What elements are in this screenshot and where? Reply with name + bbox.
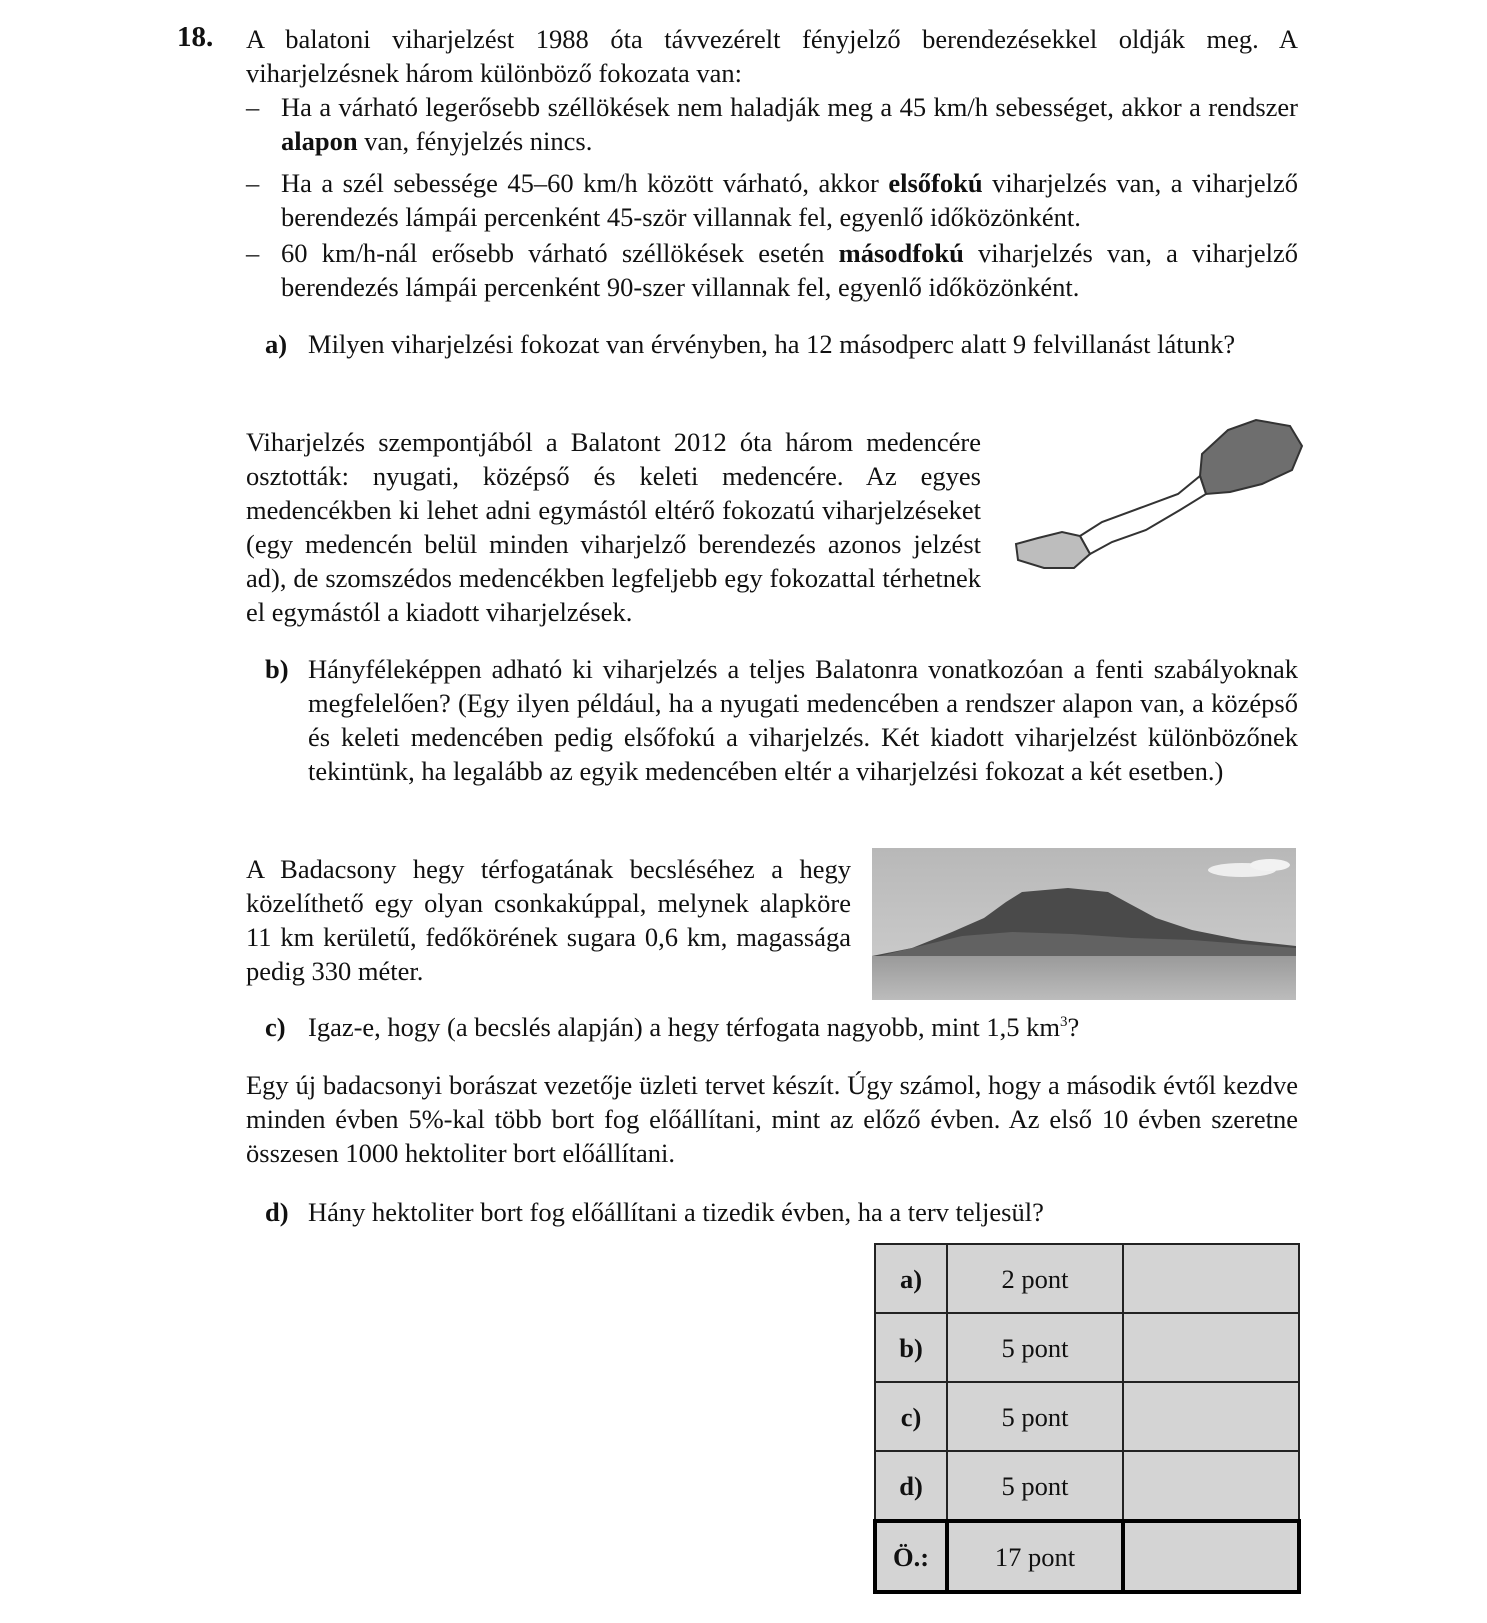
score-empty-cell	[1123, 1244, 1299, 1313]
problem-number: 18.	[177, 21, 214, 53]
score-empty-cell	[1123, 1451, 1299, 1521]
west-basin	[1016, 532, 1090, 568]
score-total-label: Ö.:	[875, 1521, 947, 1592]
bullet-masodfoku	[246, 236, 1298, 304]
intro-text: A balatoni viharjelzést 1988 óta távvezérelt fényjelző berendezésekkel oldják meg. A viharjelzésnek három különböző fokozata van:	[246, 24, 1298, 88]
middle-basin	[1080, 476, 1206, 554]
score-empty-cell	[1123, 1521, 1299, 1592]
question-label: c)	[265, 1012, 286, 1042]
score-points: 5 pont	[947, 1451, 1123, 1521]
cloud	[1250, 859, 1290, 871]
badacsony-photo	[872, 848, 1296, 1000]
bullet-keyword: elsőfokú	[888, 168, 983, 198]
basins-paragraph: Viharjelzés szempontjából a Balatont 2012 óta három medencére osztották: nyugati, középső és keleti medencére. Az egyes medencékben ki lehet adni egymástól eltérő fokozatú viharjelzéseket (egy medencén belül minden viharjelző berendezés azonos jelzést ad), de szomszédos medencékben legfeljebb egy fokozattal térhetnek el egymástól a kiadott viharjelzések.	[246, 427, 981, 627]
score-label: c)	[875, 1382, 947, 1451]
question-label: d)	[265, 1197, 289, 1227]
bullet-alapon	[246, 90, 1298, 158]
score-empty-cell	[1123, 1382, 1299, 1451]
score-label: b)	[875, 1313, 947, 1382]
bullet-text: Ha a várható legerősebb széllökések nem haladják meg a 45 km/h sebességet, akkor a rendszer	[281, 92, 1298, 122]
score-total-points: 17 pont	[947, 1521, 1123, 1592]
question-b	[265, 652, 1298, 788]
bullet-keyword: másodfokú	[838, 238, 964, 268]
bullet-dash: –	[246, 92, 260, 122]
score-label: a)	[875, 1244, 947, 1313]
bullet-dash: –	[246, 238, 260, 268]
exponent: 3	[1060, 1014, 1068, 1031]
question-c	[265, 1010, 1298, 1044]
balaton-basins-map	[1010, 418, 1310, 596]
score-empty-cell	[1123, 1313, 1299, 1382]
bullet-keyword: alapon	[281, 126, 358, 156]
east-basin	[1200, 420, 1302, 494]
score-row	[875, 1382, 1299, 1451]
question-d	[265, 1195, 1298, 1229]
question-text: Hányféleképpen adható ki viharjelzés a teljes Balatonra vonatkozóan a fenti szabályoknak megfelelően? (Egy ilyen például, ha a nyugati medencében a rendszer alapon van, a középső és keleti medencében pedig elsőfokú a viharjelzés. Két kiadott viharjelzést különbözőnek tekintünk, ha legalább az egyik medencében eltér a viharjelzési fokozat a két esetben.)	[308, 654, 1298, 786]
question-text: ?	[1067, 1012, 1080, 1042]
score-row	[875, 1313, 1299, 1382]
bullet-dash: –	[246, 168, 260, 198]
score-table	[873, 1243, 1301, 1594]
bullet-text: Ha a szél sebessége 45–60 km/h között várható, akkor	[281, 168, 889, 198]
score-label: d)	[875, 1451, 947, 1521]
bullet-elsofoku	[246, 166, 1298, 234]
badacsony-paragraph: A Badacsony hegy térfogatának becsléséhez a hegy közelíthető egy olyan csonkakúppal, melynek alapköre 11 km kerületű, fedőkörének sugara 0,6 km, magassága pedig 330 méter.	[246, 854, 851, 986]
question-text: Igaz-e, hogy (a becslés alapján) a hegy térfogata nagyobb, mint 1,5 km	[308, 1012, 1061, 1042]
question-text: Hány hektoliter bort fog előállítani a tizedik évben, ha a terv teljesül?	[308, 1197, 1044, 1227]
question-label: a)	[265, 329, 288, 359]
winery-paragraph: Egy új badacsonyi borászat vezetője üzleti tervet készít. Úgy számol, hogy a második évtől kezdve minden évben 5%-kal több bort fog előállítani, mint az előző évben. Az első 10 évben szeretne összesen 1000 hektoliter bort előállítani.	[246, 1070, 1298, 1168]
lake	[872, 956, 1296, 1000]
question-text: Milyen viharjelzési fokozat van érvényben, ha 12 másodperc alatt 9 felvillanást látunk?	[308, 329, 1236, 359]
score-points: 5 pont	[947, 1313, 1123, 1382]
score-total-row	[875, 1521, 1299, 1592]
score-points: 5 pont	[947, 1382, 1123, 1451]
score-points: 2 pont	[947, 1244, 1123, 1313]
bullet-text: viharjelzés van, a viharjelző berendezés lámpái percenként 45-ször villannak fel, egyenlő időközönként.	[281, 168, 1299, 232]
bullet-text: viharjelzés van, a viharjelző berendezés lámpái percenként 90-szer villannak fel, egyenlő időközönként.	[281, 238, 1298, 302]
question-a	[265, 327, 1298, 361]
question-label: b)	[265, 654, 289, 684]
bullet-text: van, fényjelzés nincs.	[357, 126, 593, 156]
score-row	[875, 1451, 1299, 1521]
score-row	[875, 1244, 1299, 1313]
bullet-text: 60 km/h-nál erősebb várható széllökések esetén	[281, 238, 839, 268]
